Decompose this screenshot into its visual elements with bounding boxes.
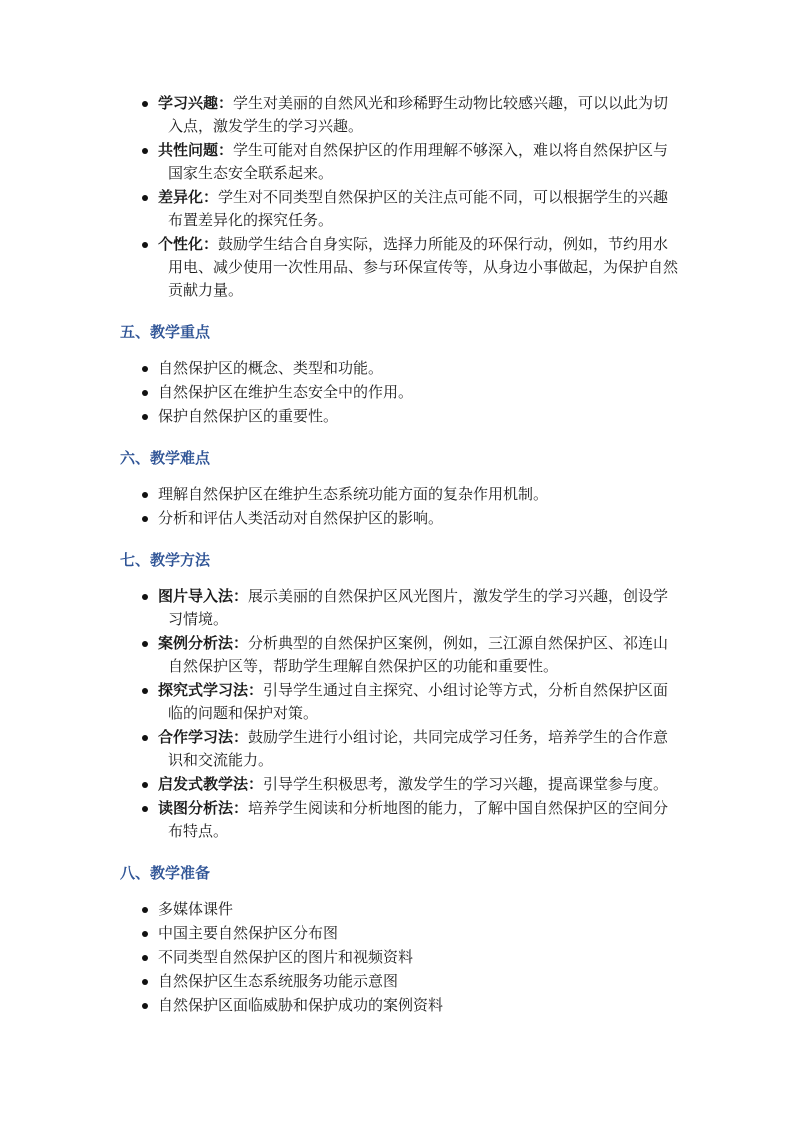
section-heading-teaching-focus: 五、教学重点 bbox=[120, 323, 211, 341]
list-item bbox=[120, 632, 680, 678]
item-label: 个性化： bbox=[158, 235, 219, 253]
item-label: 合作学习法： bbox=[158, 728, 249, 746]
bullet-icon bbox=[142, 641, 148, 647]
list-item bbox=[120, 994, 680, 1017]
item-text: 分析典型的自然保护区案例，例如，三江源自然保护区、祁连山自然保护区等，帮助学生理解自然保护区的功能和重要性。 bbox=[168, 634, 669, 675]
item-text: 鼓励学生结合自身实际，选择力所能及的环保行动，例如，节约用水用电、减少使用一次性用品、参与环保宣传等，从身边小事做起，为保护自然贡献力量。 bbox=[168, 235, 679, 299]
section-heading-teaching-preparation: 八、教学准备 bbox=[120, 864, 211, 882]
item-text: 展示美丽的自然保护区风光图片，激发学生的学习兴趣，创设学习情境。 bbox=[168, 587, 669, 628]
teaching-methods-list bbox=[120, 585, 680, 843]
section-heading-teaching-difficulties: 六、教学难点 bbox=[120, 449, 211, 467]
list-item bbox=[120, 233, 680, 302]
item-label: 差异化： bbox=[158, 188, 219, 206]
item-label: 启发式教学法： bbox=[158, 775, 264, 793]
bullet-icon bbox=[142, 955, 148, 961]
list-item bbox=[120, 726, 680, 772]
item-text: 学生对美丽的自然风光和珍稀野生动物比较感兴趣，可以以此为切入点，激发学生的学习兴趣。 bbox=[168, 94, 669, 135]
item-text: 培养学生阅读和分析地图的能力，了解中国自然保护区的空间分布特点。 bbox=[168, 799, 669, 840]
bullet-icon bbox=[142, 907, 148, 913]
list-item bbox=[120, 797, 680, 843]
bullet-icon bbox=[142, 195, 148, 201]
list-item bbox=[120, 773, 680, 796]
item-text: 自然保护区在维护生态安全中的作用。 bbox=[158, 383, 414, 401]
list-item bbox=[120, 970, 680, 993]
item-text: 自然保护区面临威胁和保护成功的案例资料 bbox=[158, 996, 444, 1014]
item-text: 不同类型自然保护区的图片和视频资料 bbox=[158, 948, 414, 966]
item-text: 分析和评估人类活动对自然保护区的影响。 bbox=[158, 509, 444, 527]
item-label: 学习兴趣： bbox=[158, 94, 234, 112]
list-item bbox=[120, 186, 680, 232]
item-text: 学生可能对自然保护区的作用理解不够深入，难以将自然保护区与国家生态安全联系起来。 bbox=[168, 141, 669, 182]
bullet-icon bbox=[142, 414, 148, 420]
item-text: 中国主要自然保护区分布图 bbox=[158, 924, 339, 942]
teaching-preparation-list bbox=[120, 898, 680, 1017]
bullet-icon bbox=[142, 390, 148, 396]
bullet-icon bbox=[142, 931, 148, 937]
list-item bbox=[120, 585, 680, 631]
teaching-difficulties-list bbox=[120, 483, 680, 530]
item-label: 共性问题： bbox=[158, 141, 234, 159]
item-text: 引导学生积极思考，激发学生的学习兴趣，提高课堂参与度。 bbox=[263, 775, 669, 793]
bullet-icon bbox=[142, 594, 148, 600]
bullet-icon bbox=[142, 492, 148, 498]
list-item bbox=[120, 946, 680, 969]
list-item bbox=[120, 92, 680, 138]
list-item bbox=[120, 898, 680, 921]
item-text: 理解自然保护区在维护生态系统功能方面的复杂作用机制。 bbox=[158, 485, 549, 503]
bullet-icon bbox=[142, 688, 148, 694]
bullet-icon bbox=[142, 979, 148, 985]
item-label: 案例分析法： bbox=[158, 634, 249, 652]
bullet-icon bbox=[142, 148, 148, 154]
list-item bbox=[120, 507, 680, 530]
bullet-icon bbox=[142, 806, 148, 812]
section-heading-teaching-methods: 七、教学方法 bbox=[120, 551, 211, 569]
item-label: 探究式学习法： bbox=[158, 681, 264, 699]
item-text: 引导学生通过自主探究、小组讨论等方式，分析自然保护区面临的问题和保护对策。 bbox=[168, 681, 669, 722]
document-content bbox=[120, 92, 680, 1018]
item-text: 多媒体课件 bbox=[158, 900, 234, 918]
list-item bbox=[120, 381, 680, 404]
item-text: 自然保护区生态系统服务功能示意图 bbox=[158, 972, 399, 990]
bullet-icon bbox=[142, 242, 148, 248]
item-text: 保护自然保护区的重要性。 bbox=[158, 407, 339, 425]
item-label: 图片导入法： bbox=[158, 587, 249, 605]
list-item bbox=[120, 679, 680, 725]
bullet-icon bbox=[142, 782, 148, 788]
list-item bbox=[120, 357, 680, 380]
learner-analysis-list bbox=[120, 92, 680, 302]
list-item bbox=[120, 922, 680, 945]
bullet-icon bbox=[142, 366, 148, 372]
item-text: 自然保护区的概念、类型和功能。 bbox=[158, 359, 384, 377]
list-item bbox=[120, 139, 680, 185]
list-item bbox=[120, 483, 680, 506]
bullet-icon bbox=[142, 101, 148, 107]
bullet-icon bbox=[142, 516, 148, 522]
bullet-icon bbox=[142, 735, 148, 741]
bullet-icon bbox=[142, 1003, 148, 1009]
item-text: 学生对不同类型自然保护区的关注点可能不同，可以根据学生的兴趣布置差异化的探究任务。 bbox=[168, 188, 669, 229]
item-text: 鼓励学生进行小组讨论，共同完成学习任务，培养学生的合作意识和交流能力。 bbox=[168, 728, 669, 769]
teaching-focus-list bbox=[120, 357, 680, 428]
list-item bbox=[120, 405, 680, 428]
item-label: 读图分析法： bbox=[158, 799, 249, 817]
